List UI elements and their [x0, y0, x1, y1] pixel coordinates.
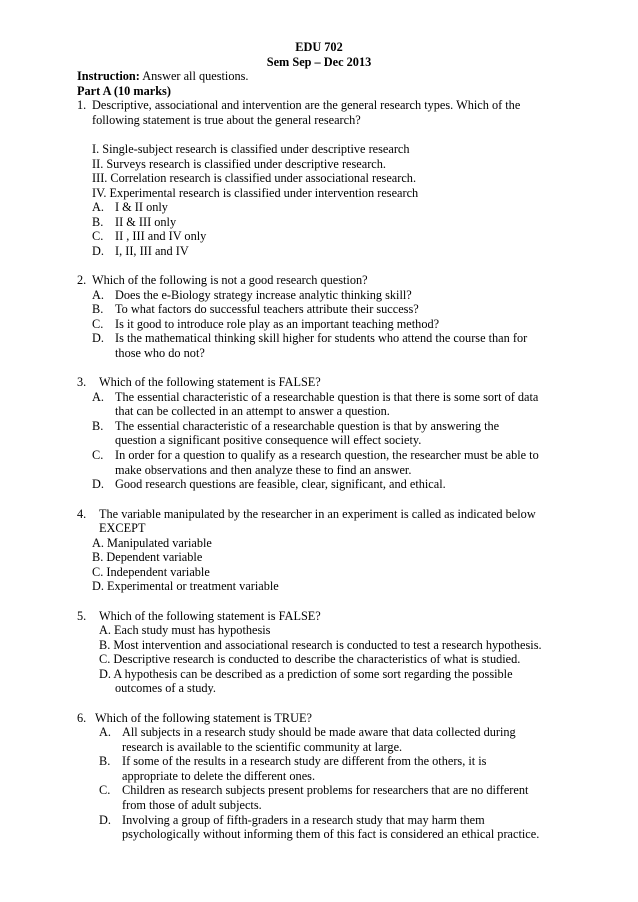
q3-line: Which of the following statement is FALSE? [99, 375, 321, 389]
semester: Sem Sep – Dec 2013 [266, 55, 372, 69]
q1-statement-1: I. Single-subject research is classified under descriptive research [92, 142, 410, 156]
q5-option-d: D. A hypothesis can be described as a prediction of some sort regarding the possible [99, 667, 513, 681]
instruction-label: Instruction: [77, 69, 140, 83]
q6-option-b: If some of the results in a research study are different from the others, it is [122, 754, 487, 768]
q3-option-b-cont: question a significant positive consequence will effect society. [115, 433, 422, 447]
q2-option-b: To what factors do successful teachers attribute their success? [115, 302, 419, 316]
q4-option-a: A. Manipulated variable [92, 536, 212, 550]
q4-option-b: B. Dependent variable [92, 550, 203, 564]
q3-option-c: In order for a question to qualify as a research question, the researcher must be able to [115, 448, 539, 462]
q6-option-c: Children as research subjects present problems for researchers that are no different [122, 783, 529, 797]
q3-option-a-letter: A. [92, 390, 104, 404]
q5-number: 5. [77, 609, 87, 623]
q1-option-b-letter: B. [92, 215, 104, 229]
q1-number: 1. [77, 98, 87, 112]
q6-option-c-cont: from those of adult subjects. [122, 798, 262, 812]
q2-option-a-letter: A. [92, 288, 104, 302]
q3-option-c-cont: make observations and then analyze these to find an answer. [115, 463, 412, 477]
q1-option-a: I & II only [115, 200, 168, 214]
q6-option-d-cont: psychologically without informing them of this fact is considered an ethical practice. [122, 827, 540, 841]
q5-option-b: B. Most intervention and associational research is conducted to test a research hypothesis. [99, 638, 542, 652]
q3-option-a: The essential characteristic of a researchable question is that there is some sort of data [115, 390, 539, 404]
q2-number: 2. [77, 273, 87, 287]
q4-line-1: The variable manipulated by the researcher in an experiment is called as indicated below [99, 507, 536, 521]
q2-option-d-cont: those who do not? [115, 346, 205, 360]
q3-option-d: Good research questions are feasible, clear, significant, and ethical. [115, 477, 446, 491]
q1-statement-4: IV. Experimental research is classified under intervention research [92, 186, 419, 200]
q6-option-a-cont: research is available to the scientific community at large. [122, 740, 403, 754]
q5-line: Which of the following statement is FALSE? [99, 609, 321, 623]
q3-option-b-letter: B. [92, 419, 104, 433]
q3-number: 3. [77, 375, 87, 389]
q3-option-a-cont: that can be collected in an attempt to answer a question. [115, 404, 390, 418]
q5-option-c: C. Descriptive research is conducted to describe the characteristics of what is studied. [99, 652, 521, 666]
q6-option-a-letter: A. [99, 725, 111, 739]
q1-option-b: II & III only [115, 215, 177, 229]
q3-option-c-letter: C. [92, 448, 104, 462]
q2-option-c: Is it good to introduce role play as an important teaching method? [115, 317, 440, 331]
instruction [77, 69, 248, 84]
q6-option-c-letter: C. [99, 783, 111, 797]
q1-statement-2: II. Surveys research is classified under descriptive research. [92, 157, 386, 171]
q3-option-d-letter: D. [92, 477, 104, 491]
q1-option-d: I, II, III and IV [115, 244, 189, 258]
q6-number: 6. [77, 711, 87, 725]
q6-option-d: Involving a group of fifth-graders in a research study that may harm them [122, 813, 485, 827]
part-heading: Part A (10 marks) [77, 84, 171, 98]
q4-line-2: EXCEPT [99, 521, 146, 535]
instruction-text: Answer all questions. [139, 69, 249, 83]
q4-option-d: D. Experimental or treatment variable [92, 579, 279, 593]
q3-option-b: The essential characteristic of a researchable question is that by answering the [115, 419, 500, 433]
q6-option-b-cont: appropriate to delete the different ones. [122, 769, 316, 783]
q6-option-b-letter: B. [99, 754, 111, 768]
q6-line: Which of the following statement is TRUE? [95, 711, 312, 725]
q2-option-b-letter: B. [92, 302, 104, 316]
q4-option-c: C. Independent variable [92, 565, 210, 579]
q2-option-d: Is the mathematical thinking skill higher for students who attend the course than for [115, 331, 528, 345]
q1-statement-3: III. Correlation research is classified under associational research. [92, 171, 417, 185]
q2-option-a: Does the e-Biology strategy increase analytic thinking skill? [115, 288, 412, 302]
q2-option-d-letter: D. [92, 331, 104, 345]
q4-number: 4. [77, 507, 87, 521]
q2-line: Which of the following is not a good research question? [92, 273, 368, 287]
q5-option-a: A. Each study must has hypothesis [99, 623, 271, 637]
q1-option-a-letter: A. [92, 200, 104, 214]
q5-option-d-cont: outcomes of a study. [115, 681, 216, 695]
q1-option-c: II , III and IV only [115, 229, 207, 243]
q1-line-2: following statement is true about the general research? [92, 113, 361, 127]
q2-option-c-letter: C. [92, 317, 104, 331]
course-code: EDU 702 [295, 40, 343, 54]
q1-line-1: Descriptive, associational and intervention are the general research types. Which of the [92, 98, 521, 112]
q1-option-d-letter: D. [92, 244, 104, 258]
q6-option-d-letter: D. [99, 813, 111, 827]
q1-option-c-letter: C. [92, 229, 104, 243]
q6-option-a: All subjects in a research study should be made aware that data collected during [122, 725, 516, 739]
